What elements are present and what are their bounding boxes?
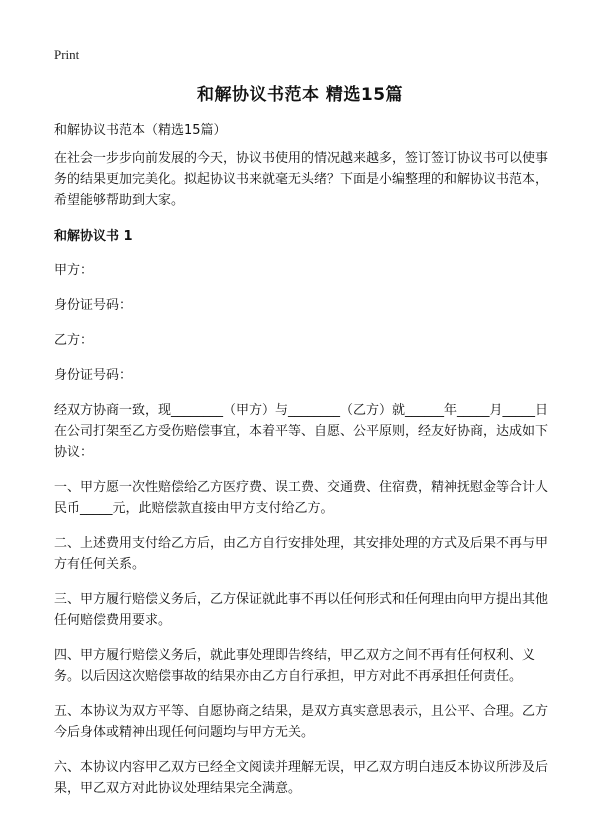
intro-paragraph: 在社会一步步向前发展的今天，协议书使用的情况越来越多，签订签订协议书可以使事务的结果更加完美化。拟起协议书来就毫无头绪？下面是小编整理的和解协议书范本，希望能够帮助到大家。 <box>54 151 549 208</box>
party-b-label: 乙方： <box>54 333 94 348</box>
party-b-id-label: 身份证号码： <box>54 368 133 383</box>
print-link[interactable]: Print <box>54 47 80 62</box>
section-heading: 和解协议书 1 <box>54 229 133 244</box>
clause-2: 二、上述费用支付给乙方后，由乙方自行安排处理，其安排处理的方式及后果不再与甲方有任何关系。 <box>54 536 549 572</box>
clause-3: 三、甲方履行赔偿义务后，乙方保证就此事不再以任何形式和任何理由向甲方提出其他任何赔偿费用要求。 <box>54 592 549 628</box>
clause-1: 一、甲方愿一次性赔偿给乙方医疗费、误工费、交通费、住宿费，精神抚慰金等合计人民币_____元，此赔偿款直接由甲方支付给乙方。 <box>54 480 549 516</box>
party-a-id-label: 身份证号码： <box>54 298 133 313</box>
document-body <box>54 120 550 813</box>
clause-5: 五、本协议为双方平等、自愿协商之结果，是双方真实意思表示，且公平、合理。乙方今后身体或精神出现任何问题均与甲方无关。 <box>54 704 549 740</box>
document-title: 和解协议书范本 精选15篇 <box>196 85 404 105</box>
clause-6: 六、本协议内容甲乙双方已经全文阅读并理解无误，甲乙双方明白违反本协议所涉及后果，甲乙双方对此协议处理结果完全满意。 <box>54 760 549 796</box>
agreement-preamble: 经双方协商一致，现________（甲方）与________（乙方）就______年_____月_____日在公司打架至乙方受伤赔偿事宜，本着平等、自愿、公平原则，经友好协商，达成如下协议： <box>54 403 549 460</box>
document-subtitle: 和解协议书范本（精选15篇） <box>54 123 227 138</box>
party-a-label: 甲方： <box>54 263 94 278</box>
clause-4: 四、甲方履行赔偿义务后，就此事处理即告终结，甲乙双方之间不再有任何权利、义务。以后因这次赔偿事故的结果亦由乙方自行承担，甲方对此不再承担任何责任。 <box>54 648 536 684</box>
